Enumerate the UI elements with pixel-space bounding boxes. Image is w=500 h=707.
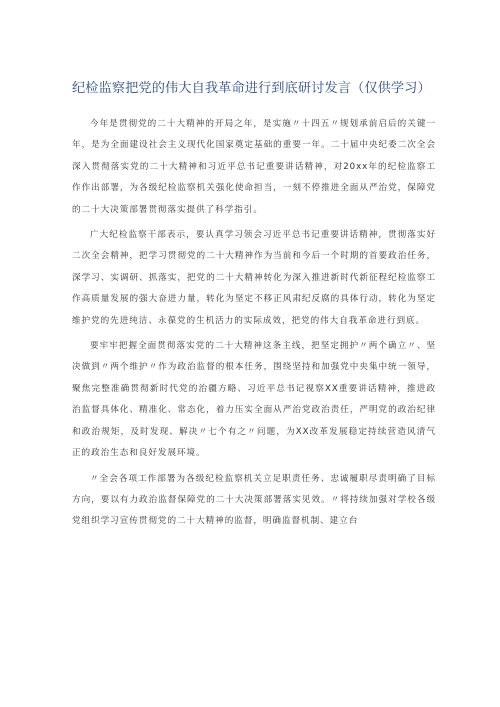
document-body bbox=[72, 114, 436, 537]
paragraph-4: 〃全会各项工作部署为各级纪检监察机关立足职责任务、忠诚履职尽责明确了目标方向，要以有力政治监督保障党的二十大决策部署落实见效。〃将持续加强对学校各级党组织学习宣传贯彻党的二十大精神的监督，明确监督机制、建立台 bbox=[72, 473, 436, 527]
paragraph-1: 今年是贯彻党的二十大精神的开局之年，是实施〃十四五〃规划承前启后的关键一年，是为全面建设社会主义现代化国家奠定基础的重要一年。二十届中央纪委二次全会深入贯彻落实党的二十大精神和习近平总书记重要讲话精神，对20xx年的纪检监察工作作出部署，为各级纪检监察机关强化使命担当，一刻不停推进全面从严治党，保障党的二十大决策部署贯彻落实提供了科学指引。 bbox=[72, 119, 436, 215]
document-title: 纪检监察把党的伟大自我革命进行到底研讨发言（仅供学习） bbox=[72, 81, 431, 96]
paragraph-3: 要牢牢把握全面贯彻落实党的二十大精神这条主线，把坚定拥护〃两个确立〃、坚决做到〃两个维护〃作为政治监督的根本任务，围绕坚持和加强党中央集中统一领导，聚焦完整准确贯彻新时代党的治疆方略、习近平总书记视察XX重要讲话精神，推进政治监督具体化、精准化、常态化，着力压实全面从严治党政治责任，严明党的政治纪律和政治规矩，及时发现、解决〃七个有之〃问题，为XX改革发展稳定持续营造风清气正的政治生态和良好发展环境。 bbox=[72, 341, 436, 459]
paragraph-2: 广大纪检监察干部表示，要认真学习领会习近平总书记重要讲话精神，贯彻落实好二次全会精神，把学习贯彻党的二十大精神作为当前和今后一个时期的首要政治任务，深学习、实调研、抓落实，把党的二十大精神转化为深入推进新时代新征程纪检监察工作高质量发展的强大奋进力量，转化为坚定不移正风肃纪反腐的具体行动，转化为坚定维护党的先进纯洁、永葆党的生机活力的实际成效，把党的伟大自我革命进行到底。 bbox=[72, 230, 436, 326]
